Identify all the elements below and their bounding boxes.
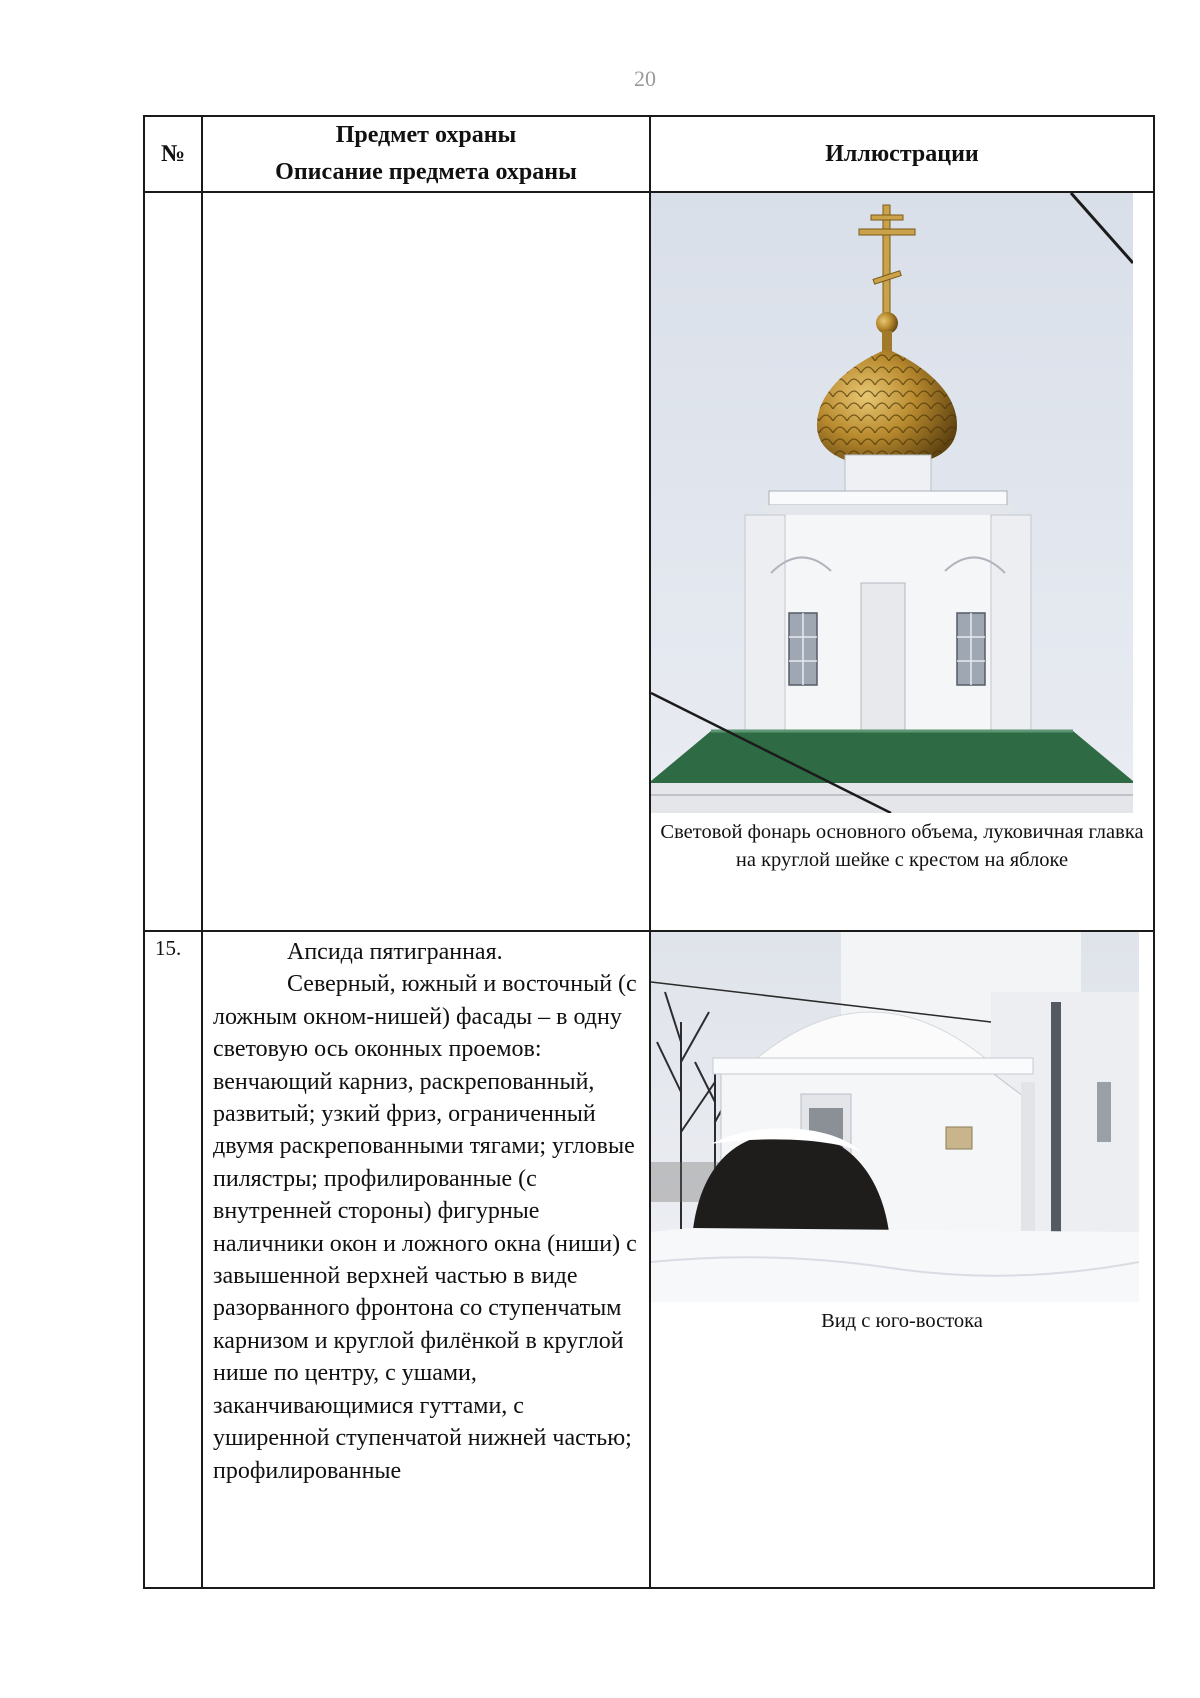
row-number: 15. xyxy=(144,931,202,1588)
header-subject-line1: Предмет охраны xyxy=(335,122,517,148)
description-paragraph: Апсида пятигранная. xyxy=(287,939,503,965)
header-subject-line2: Описание предмета охраны xyxy=(275,159,577,185)
row-description xyxy=(202,931,650,1588)
header-subject xyxy=(202,116,650,192)
header-illustrations: Иллюстрации xyxy=(650,116,1154,192)
table-row xyxy=(144,931,1154,1588)
description-paragraph: Северный, южный и восточный (с ложным окном-нишей) фасады – в одну световую ось оконных проемов: венчающий карниз, раскрепованный, развитый; узкий фриз, ограниченный двумя раскрепованными тягами; угловые пилястры; профилированные (с внутренней стороны) фигурные наличники окон и ложного окна (ниши) с завышенной верхней частью в виде разорванного фронтона со ступенчатым карнизом и круглой филёнкой в круглой нише по центру, с ушами, заканчивающимися гуттами, с уширенной ступенчатой нижней частью; профилированные xyxy=(213,971,637,1484)
illustration-cell xyxy=(650,931,1154,1588)
row-number xyxy=(144,192,202,931)
table-row xyxy=(144,192,1154,931)
row-description xyxy=(202,192,650,931)
photo-caption: Световой фонарь основного объема, луковичная главка на круглой шейке с крестом на яблоке xyxy=(660,821,1144,871)
header-number: № xyxy=(144,116,202,192)
page-number: 20 xyxy=(634,66,656,91)
protection-table xyxy=(143,115,1155,1589)
apse-photo xyxy=(651,932,1139,1302)
table-header-row xyxy=(144,116,1154,192)
illustration-cell xyxy=(650,192,1154,931)
church-dome-photo xyxy=(651,193,1133,813)
photo-caption: Вид с юго-востока xyxy=(821,1310,983,1332)
